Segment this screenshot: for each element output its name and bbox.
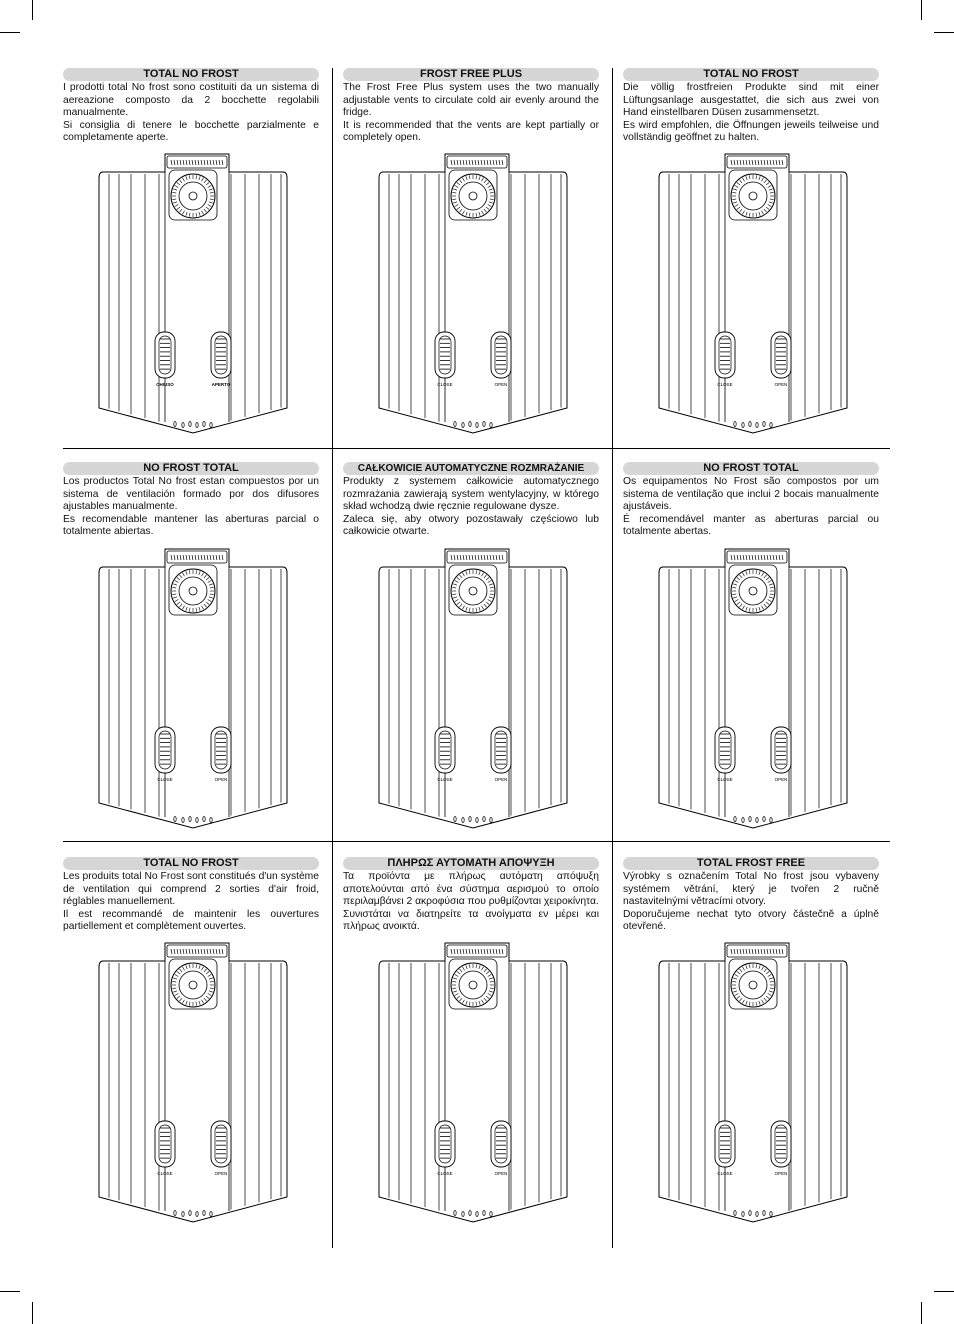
section-title: NO FROST TOTAL xyxy=(63,462,319,475)
section-cell xyxy=(623,857,879,949)
paragraph: Zaleca się, aby otwory pozostawały częściowo lub całkowicie otwarte. xyxy=(343,513,599,538)
paragraph: Es recomendable mantener las aberturas parcial o totalmente abiertas. xyxy=(63,513,319,538)
column-divider xyxy=(612,68,613,1248)
fridge-illustration xyxy=(657,152,851,436)
fridge-illustration xyxy=(377,547,571,831)
dial-inner xyxy=(459,971,487,999)
control-strip xyxy=(167,156,227,168)
section-text xyxy=(63,871,319,949)
control-strip xyxy=(167,945,227,957)
dial-inner xyxy=(459,577,487,605)
column-divider xyxy=(332,68,333,1248)
section-text xyxy=(343,82,599,160)
control-strip xyxy=(727,551,787,563)
paragraph: Les produits total No Frost sont constitués d'un système de ventilation qui comprend 2 sorties d'air froid, réglables manuellement. xyxy=(63,871,319,908)
vent-label-close: CLOSE xyxy=(717,777,733,782)
vent-label-open: OPEN xyxy=(214,777,228,782)
paragraph: Es wird empfohlen, die Öffnungen jeweils teilweise und vollständig geöffnet zu halten. xyxy=(623,119,879,144)
vent-label-close: CLOSE xyxy=(717,1171,733,1176)
paragraph: I prodotti total No frost sono costituiti da un sistema di aereazione composto da 2 bocchette regolabili manualmente. xyxy=(63,82,319,119)
fridge-drawing xyxy=(657,941,851,1225)
paragraph: Τα προϊόντα με πλήρως αυτόματη απόψυξη αποτελούνται από ένα σύστημα αερισμού το οποίο περιλαμβάνει 2 ακροφύσια που ρυθμίζονται χειροκίνητα. xyxy=(343,871,599,908)
section-text xyxy=(623,82,879,160)
section-text xyxy=(63,82,319,160)
fridge-drawing xyxy=(377,152,571,436)
section-cell xyxy=(623,68,879,160)
vent-label-close: CLOSE xyxy=(717,382,733,387)
paragraph: Os equipamentos No Frost são compostos por um sistema de ventilação que inclui 2 bocais manualmente ajustáveis. xyxy=(623,476,879,513)
fridge-illustration xyxy=(377,152,571,436)
paragraph: Die völlig frostfreien Produkte sind mit einer Lüftungsanlage ausgestattet, die sich aus zwei von Hand einstellbaren Düsen zusammensetzt. xyxy=(623,82,879,119)
section-title: TOTAL NO FROST xyxy=(63,857,319,870)
vent-label-close: CHIUSO xyxy=(156,382,174,387)
fridge-illustration xyxy=(377,941,571,1225)
section-title: FROST FREE PLUS xyxy=(343,68,599,81)
crop-mark xyxy=(0,32,20,33)
section-cell xyxy=(63,462,319,554)
vent-label-close: CLOSE xyxy=(437,1171,453,1176)
crop-mark xyxy=(32,0,33,20)
paragraph: It is recommended that the vents are kept partially or completely open. xyxy=(343,119,599,144)
fridge-illustration xyxy=(97,152,291,436)
vent-label-open: OPEN xyxy=(774,382,788,387)
control-strip xyxy=(447,156,507,168)
dial-inner xyxy=(179,577,207,605)
vent-label-open: OPEN xyxy=(494,382,508,387)
fridge-drawing xyxy=(377,941,571,1225)
section-title: CAŁKOWICIE AUTOMATYCZNE ROZMRAŻANIE xyxy=(343,462,599,475)
fridge-drawing xyxy=(377,547,571,831)
crop-mark xyxy=(934,32,954,33)
crop-mark xyxy=(32,1302,33,1324)
vent-label-open: OPEN xyxy=(774,777,788,782)
section-title: TOTAL NO FROST xyxy=(623,68,879,81)
dial-inner xyxy=(739,182,767,210)
row-divider xyxy=(63,448,890,449)
crop-mark xyxy=(934,1291,954,1292)
paragraph: Συνιστάται να διατηρείτε τα ανοίγματα εν μέρει και πλήρως ανοικτά. xyxy=(343,908,599,933)
section-cell xyxy=(623,462,879,554)
vent-label-open: OPEN xyxy=(214,1171,228,1176)
vent-label-close: CLOSE xyxy=(157,1171,173,1176)
vent-label-open: APERTO xyxy=(211,382,231,387)
section-title: TOTAL NO FROST xyxy=(63,68,319,81)
vent-label-close: CLOSE xyxy=(437,777,453,782)
section-title: NO FROST TOTAL xyxy=(623,462,879,475)
paragraph: Doporučujeme nechat tyto otvory částečně a úplně otevřené. xyxy=(623,908,879,933)
vent-label-open: OPEN xyxy=(774,1171,788,1176)
row-divider xyxy=(63,841,890,842)
control-strip xyxy=(167,551,227,563)
section-title: TOTAL FROST FREE xyxy=(623,857,879,870)
fridge-drawing xyxy=(97,152,291,436)
section-text xyxy=(63,476,319,554)
dial-inner xyxy=(459,182,487,210)
paragraph: Il est recommandé de maintenir les ouvertures partiellement et complètement ouvertes. xyxy=(63,908,319,933)
section-text xyxy=(623,871,879,949)
paragraph: The Frost Free Plus system uses the two manually adjustable vents to circulate cold air evenly around the fridge. xyxy=(343,82,599,119)
section-text xyxy=(623,476,879,554)
vent-label-open: OPEN xyxy=(494,777,508,782)
fridge-drawing xyxy=(657,547,851,831)
crop-mark xyxy=(921,0,922,20)
section-text xyxy=(343,476,599,554)
paragraph: Produkty z systemem całkowicie automatycznego rozmrażania zawierają system wentylacyjny, w którego skład wchodzą dwie ręcznie regulowane dysze. xyxy=(343,476,599,513)
section-cell xyxy=(63,857,319,949)
paragraph: Si consiglia di tenere le bocchette parzialmente e completamente aperte. xyxy=(63,119,319,144)
vent-label-close: CLOSE xyxy=(157,777,173,782)
section-cell xyxy=(343,857,599,949)
fridge-drawing xyxy=(657,152,851,436)
vent-label-close: CLOSE xyxy=(437,382,453,387)
fridge-drawing xyxy=(97,941,291,1225)
paragraph: É recomendável manter as aberturas parcial ou totalmente abertas. xyxy=(623,513,879,538)
section-cell xyxy=(343,462,599,554)
vent-label-open: OPEN xyxy=(494,1171,508,1176)
dial-inner xyxy=(739,577,767,605)
paragraph: Los productos Total No frost estan compuestos por un sistema de ventilación formado por dos difusores ajustables manualmente. xyxy=(63,476,319,513)
dial-inner xyxy=(179,182,207,210)
control-strip xyxy=(447,551,507,563)
section-cell xyxy=(343,68,599,160)
section-text xyxy=(343,871,599,949)
dial-inner xyxy=(179,971,207,999)
section-title: ΠΛΗΡΩΣ ΑΥΤΟΜΑΤΗ ΑΠΟΨΥΞΗ xyxy=(343,857,599,870)
fridge-illustration xyxy=(97,941,291,1225)
control-strip xyxy=(727,945,787,957)
fridge-illustration xyxy=(657,547,851,831)
control-strip xyxy=(447,945,507,957)
crop-mark xyxy=(921,1302,922,1324)
control-strip xyxy=(727,156,787,168)
fridge-illustration xyxy=(97,547,291,831)
dial-inner xyxy=(739,971,767,999)
paragraph: Výrobky s označením Total No frost jsou vybaveny systémem větrání, který je tvořen 2 ručně nastavitelnými větracími otvory. xyxy=(623,871,879,908)
crop-mark xyxy=(0,1291,20,1292)
section-cell xyxy=(63,68,319,160)
fridge-illustration xyxy=(657,941,851,1225)
fridge-drawing xyxy=(97,547,291,831)
